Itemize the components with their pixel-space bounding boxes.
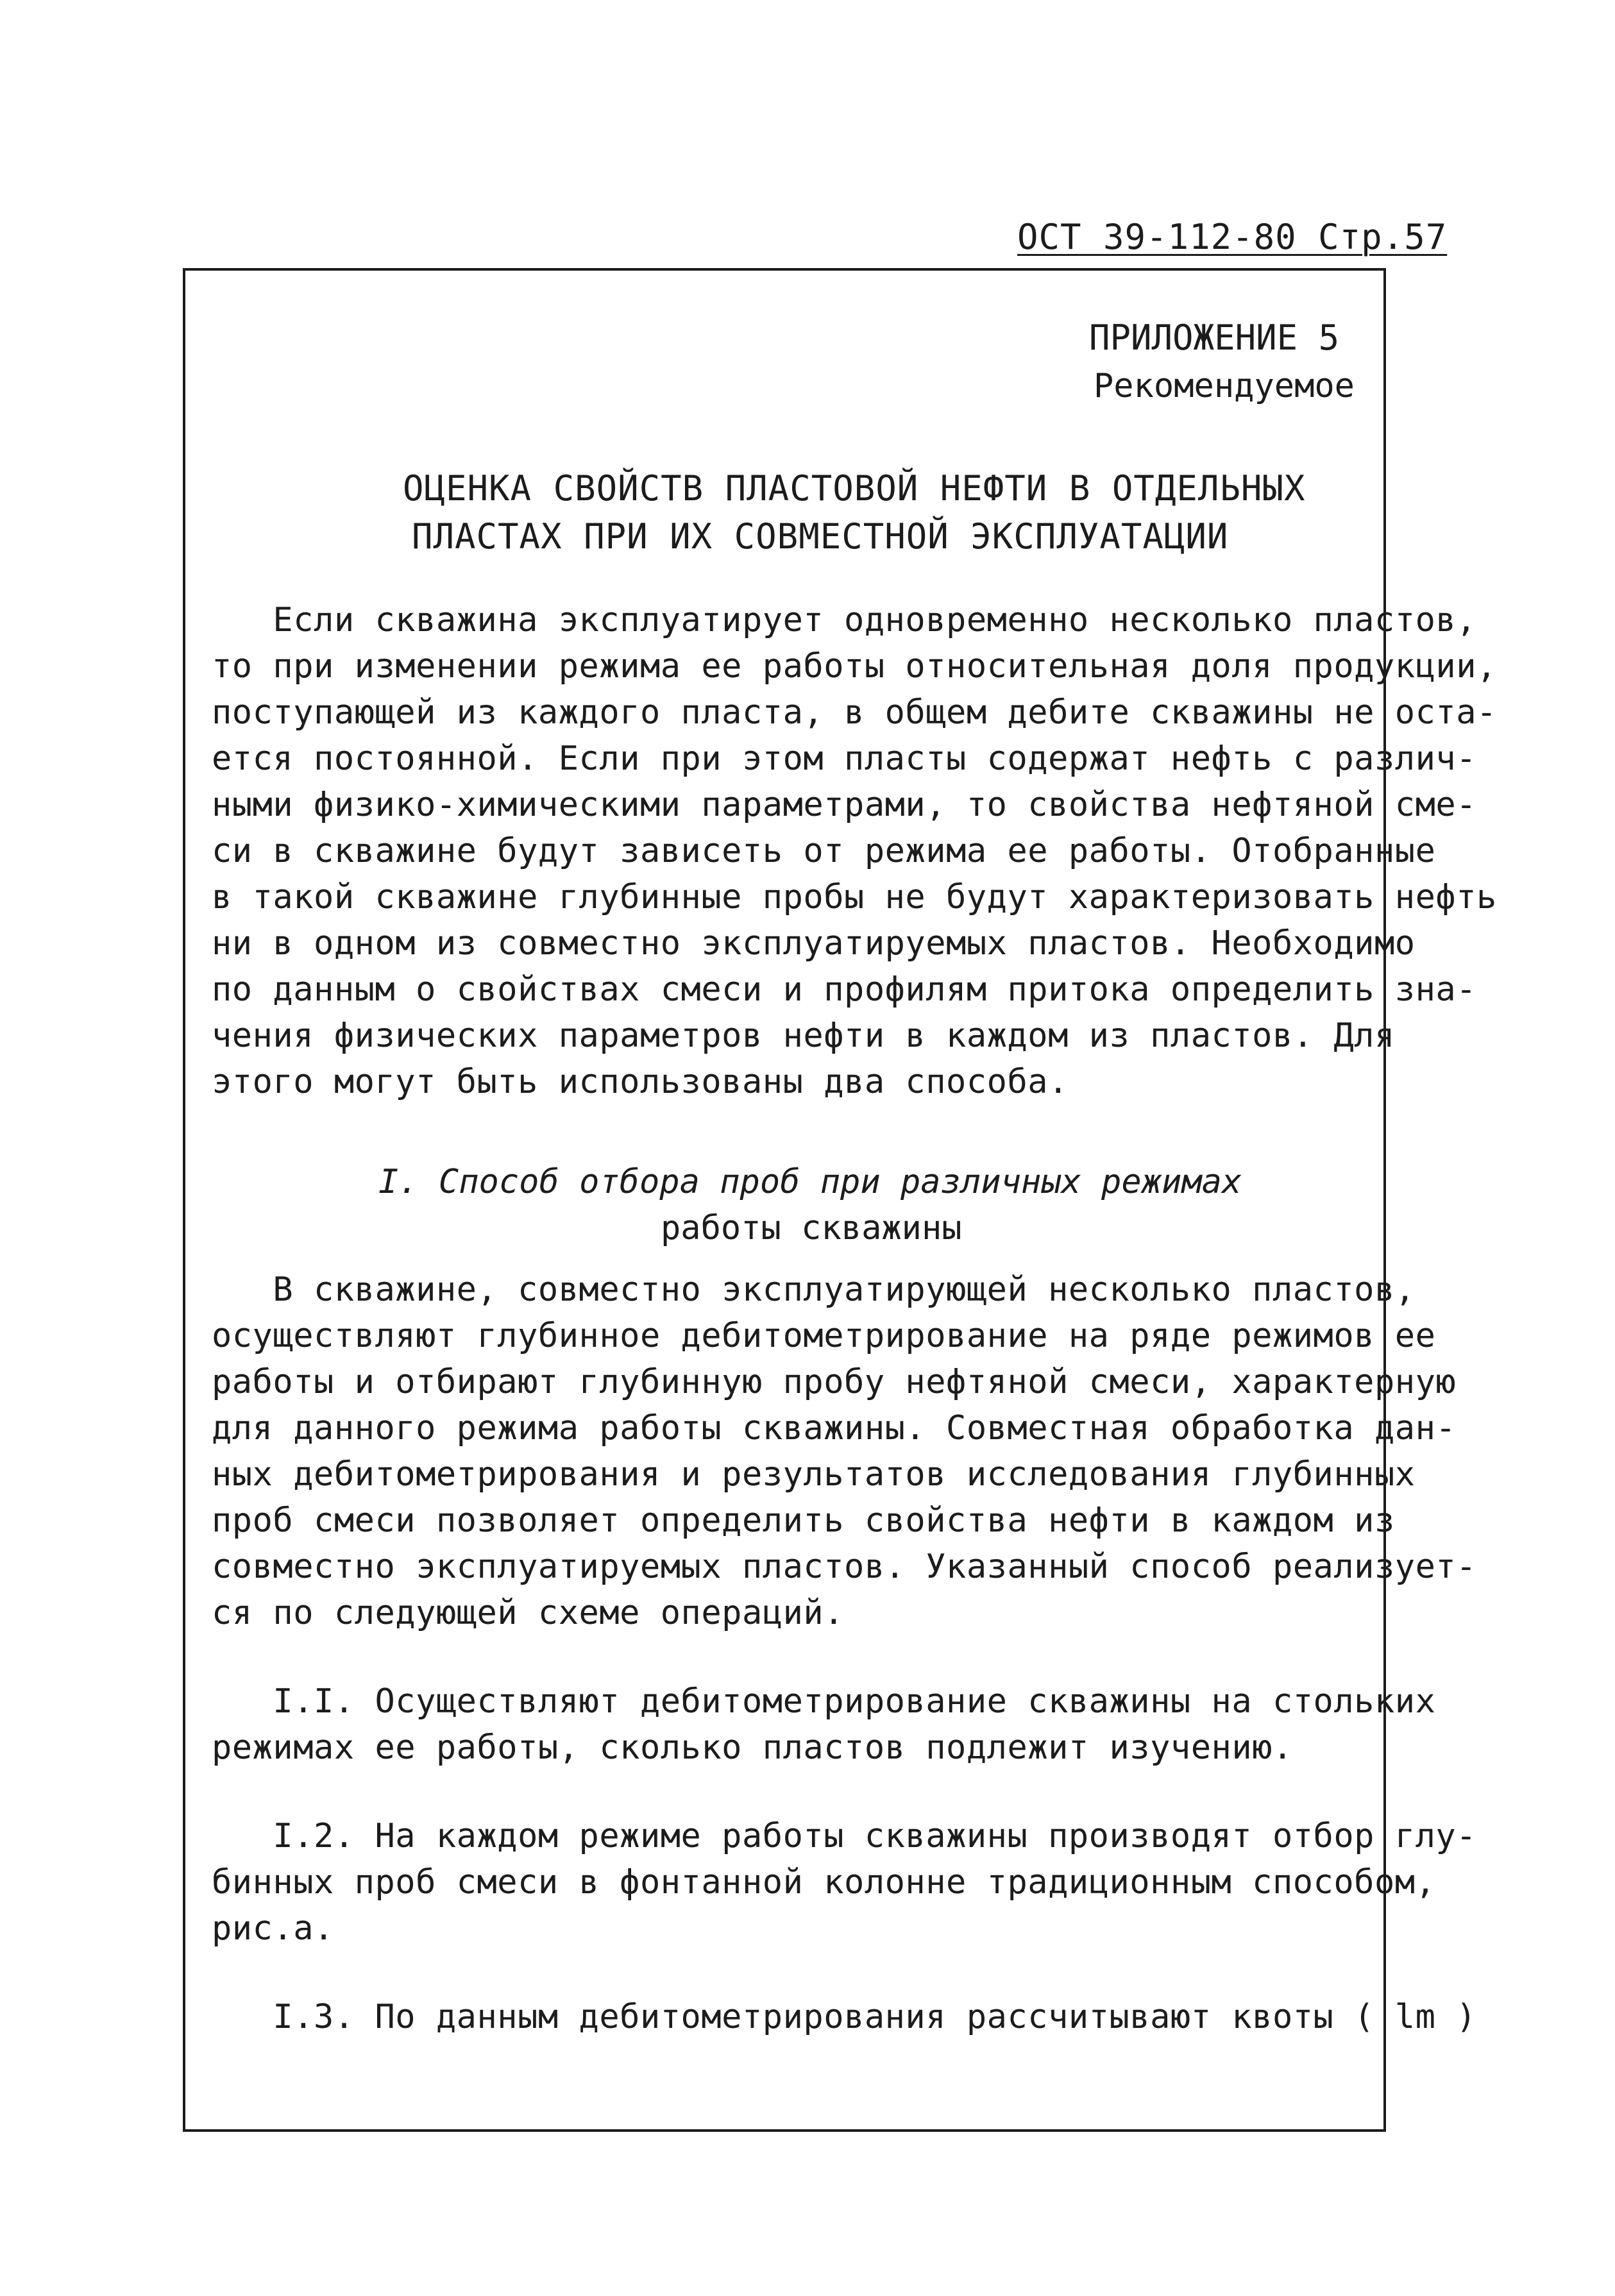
section-1-line: ся по следующей схеме операций. — [212, 1594, 845, 1632]
section-1-line: проб смеси позволяет определить свойства нефти в каждом из — [212, 1501, 1395, 1540]
item-1-3-line: I.3. По данным дебитометрирования рассчитывают квоты ( lm ) — [212, 1998, 1477, 2036]
standard-reference: ОСТ 39-112-80 Стр.57 — [1017, 217, 1448, 257]
intro-line: то при изменении режима ее работы относительная доля продукции, — [212, 647, 1497, 686]
intro-line: в такой скважине глубинные пробы не будут характеризовать нефть — [212, 878, 1497, 916]
section-1-heading-cont: работы скважины — [661, 1209, 962, 1247]
intro-line: ни в одном из совместно эксплуатируемых пластов. Необходимо — [212, 924, 1416, 963]
intro-line: этого могут быть использованы два способа. — [212, 1063, 1069, 1101]
intro-line: си в скважине будут зависеть от режима ее работы. Отобранные — [212, 832, 1436, 870]
document-title-line-2: ПЛАСТАХ ПРИ ИХ СОВМЕСТНОЙ ЭКСПЛУАТАЦИИ — [412, 516, 1229, 557]
section-1-line: работы и отбирают глубинную пробу нефтяной смеси, характерную — [212, 1363, 1457, 1401]
section-1-line: осуществляют глубинное дебитометрирование на ряде режимов ее — [212, 1317, 1436, 1355]
appendix-label: ПРИЛОЖЕНИЕ 5 — [1089, 317, 1340, 358]
section-1-line: для данного режима работы скважины. Совместная обработка дан- — [212, 1409, 1457, 1448]
appendix-status: Рекомендуемое — [1094, 367, 1355, 405]
section-1-line: ных дебитометрирования и результатов исследования глубинных — [212, 1455, 1416, 1494]
item-1-2-line: бинных проб смеси в фонтанной колонне традиционным способом, — [212, 1863, 1436, 1902]
item-1-2-line: I.2. На каждом режиме работы скважины производят отбор глу- — [212, 1817, 1477, 1855]
intro-line: ется постоянной. Если при этом пласты содержат нефть с различ- — [212, 739, 1477, 778]
intro-line: поступающей из каждого пласта, в общем дебите скважины не оста- — [212, 693, 1497, 732]
document-title-line-1: ОЦЕНКА СВОЙСТВ ПЛАСТОВОЙ НЕФТИ В ОТДЕЛЬНЫХ — [403, 468, 1306, 509]
intro-line: чения физических параметров нефти в каждом из пластов. Для — [212, 1017, 1395, 1055]
item-1-1-line: I.I. Осуществляют дебитометрирование скважины на стольких — [212, 1682, 1436, 1721]
section-1-line: совместно эксплуатируемых пластов. Указанный способ реализует- — [212, 1548, 1477, 1586]
intro-line: по данным о свойствах смеси и профилям притока определить зна- — [212, 970, 1477, 1009]
section-1-heading: I. Способ отбора проб при различных режимах — [378, 1163, 1242, 1201]
item-1-1-line: режимах ее работы, сколько пластов подлежит изучению. — [212, 1728, 1293, 1767]
section-1-line: В скважине, совместно эксплуатирующей несколько пластов, — [212, 1270, 1416, 1309]
item-1-2-line: рис.а. — [212, 1909, 334, 1948]
intro-line: ными физико-химическими параметрами, то свойства нефтяной сме- — [212, 786, 1477, 824]
intro-line: Если скважина эксплуатирует одновременно несколько пластов, — [212, 601, 1477, 639]
